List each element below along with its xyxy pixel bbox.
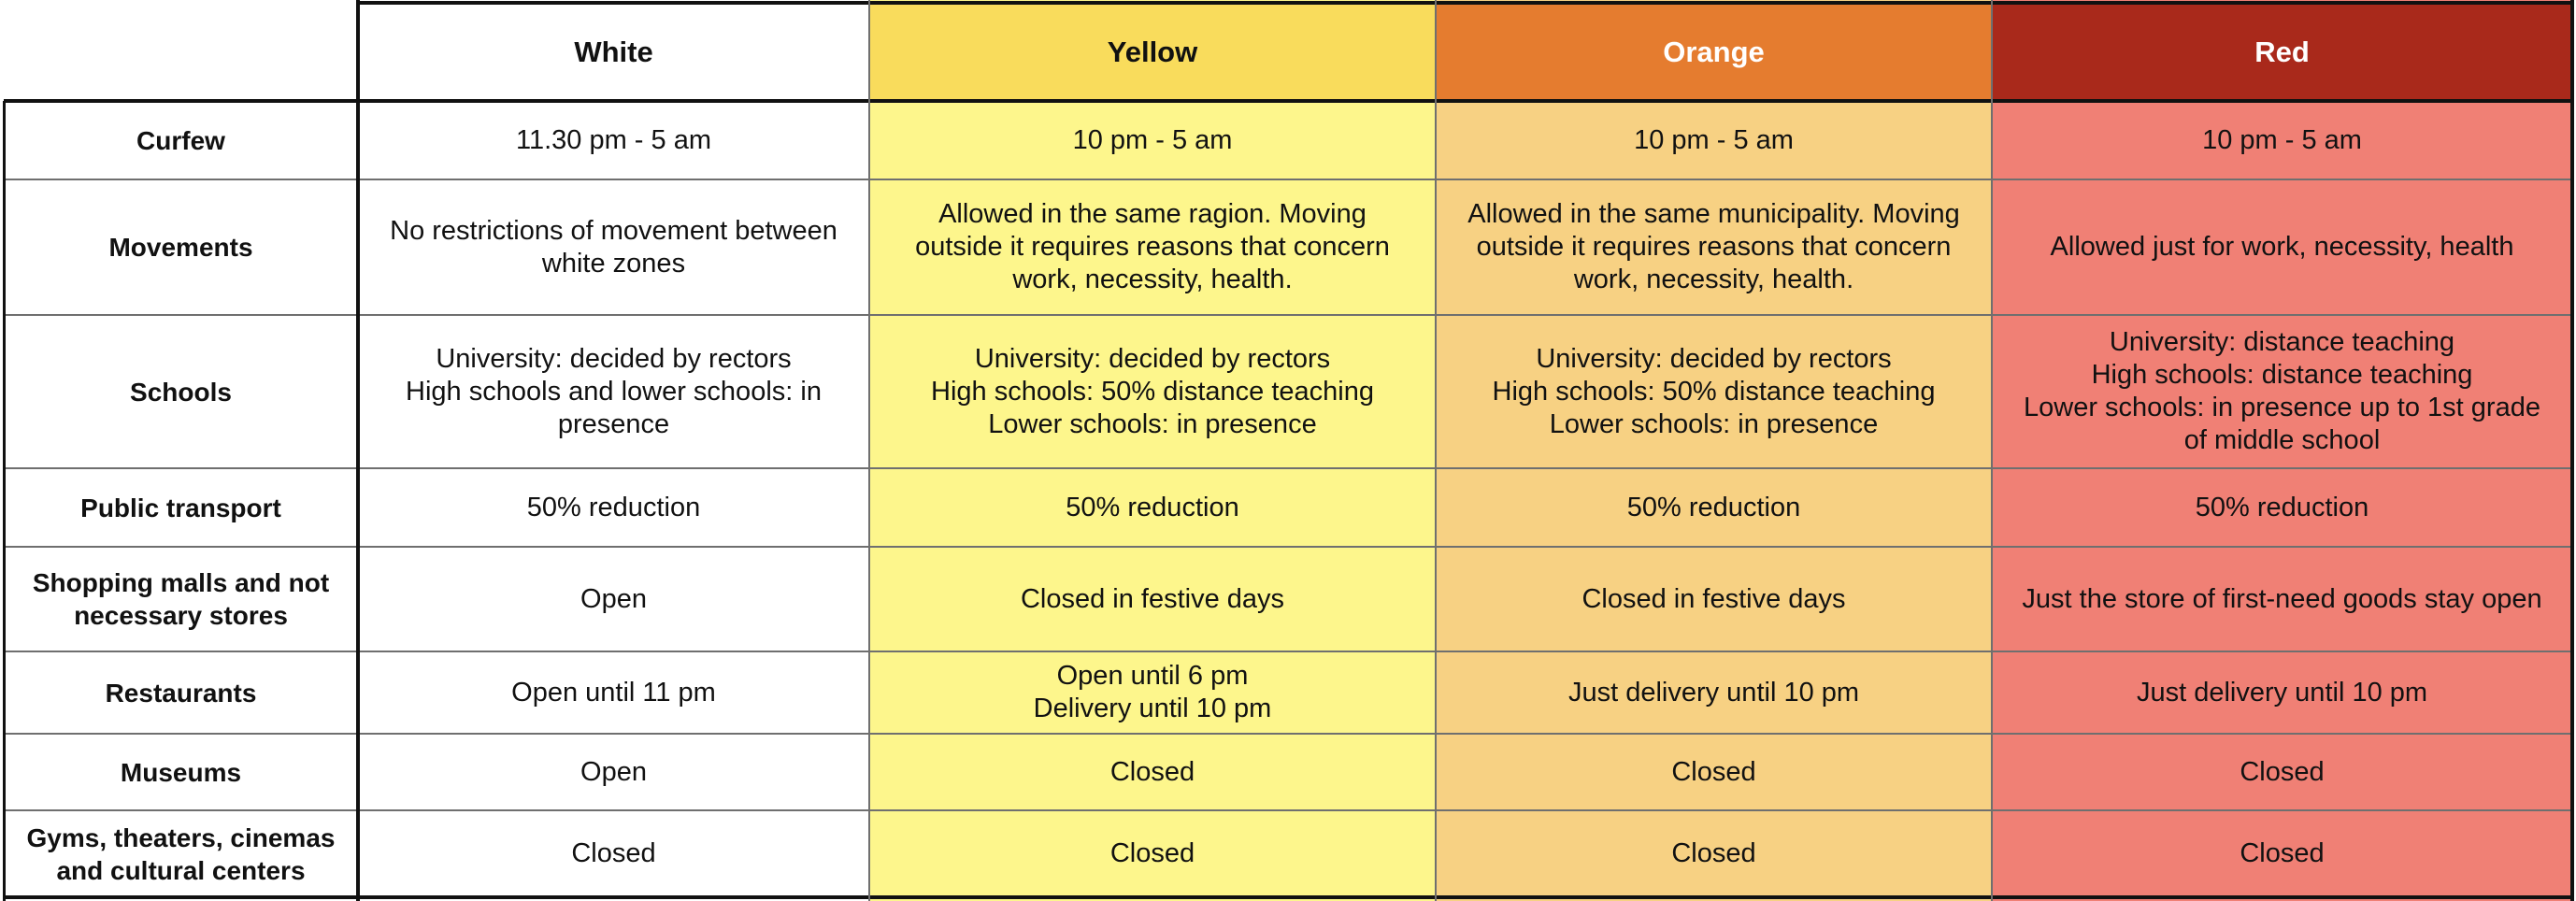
row-label bbox=[4, 547, 358, 651]
column-divider bbox=[2570, 0, 2574, 901]
row-label bbox=[4, 651, 358, 734]
table-cell bbox=[869, 101, 1436, 179]
table-cell bbox=[358, 179, 869, 315]
cell-text: Closed in festive days bbox=[1581, 583, 1846, 614]
cell-text: Allowed in the same municipality. Moving outside it requires reasons that concern work, necessity, health. bbox=[1467, 199, 1960, 294]
header-orange bbox=[1436, 3, 1992, 101]
row-label bbox=[4, 179, 358, 315]
row-divider bbox=[4, 733, 2572, 735]
table-cell bbox=[869, 651, 1436, 734]
cell-text: Closed bbox=[571, 838, 656, 868]
row-label-text: Restaurants bbox=[105, 678, 257, 708]
cell-text: Allowed in the same ragion. Moving outside it requires reasons that concern work, necessity, health. bbox=[915, 199, 1390, 294]
table-cell bbox=[358, 315, 869, 468]
cell-text: Closed bbox=[1671, 838, 1756, 868]
column-divider bbox=[1991, 0, 1993, 901]
column-divider bbox=[3, 101, 6, 901]
column-divider bbox=[356, 0, 360, 901]
cell-text: University: decided by rectors High schools: 50% distance teaching Lower schools: in presence bbox=[1492, 343, 1936, 439]
cell-text: Closed bbox=[1109, 838, 1195, 868]
row-divider bbox=[4, 651, 2572, 652]
row-label-text: Shopping malls and not necessary stores bbox=[32, 568, 330, 630]
row-label-text: Movements bbox=[108, 233, 253, 262]
row-divider bbox=[4, 467, 2572, 469]
row-divider bbox=[4, 314, 2572, 316]
cell-text: Just delivery until 10 pm bbox=[2136, 677, 2428, 708]
table-cell bbox=[358, 651, 869, 734]
cell-text: Closed bbox=[2240, 838, 2325, 868]
header-label: Orange bbox=[1663, 35, 1765, 68]
cell-text: 50% reduction bbox=[2195, 492, 2369, 522]
table-cell bbox=[1436, 810, 1992, 897]
cell-text: 10 pm - 5 am bbox=[2202, 124, 2362, 155]
cell-text: Open bbox=[580, 583, 647, 614]
row-label bbox=[4, 734, 358, 810]
column-divider bbox=[868, 0, 870, 901]
row-label bbox=[4, 468, 358, 547]
cell-text: Closed bbox=[2240, 756, 2325, 787]
table-cell bbox=[1992, 810, 2572, 897]
cell-text: Just the store of first-need goods stay open bbox=[2022, 583, 2542, 614]
cell-text: Open bbox=[580, 756, 647, 787]
cell-text: Closed bbox=[1109, 756, 1195, 787]
table-cell bbox=[1992, 315, 2572, 468]
cell-text: 50% reduction bbox=[1626, 492, 1801, 522]
row-divider bbox=[4, 546, 2572, 548]
header-red bbox=[1992, 3, 2572, 101]
row-label bbox=[4, 810, 358, 897]
table-cell bbox=[1992, 651, 2572, 734]
table-cell bbox=[1436, 734, 1992, 810]
header-corner bbox=[4, 3, 358, 101]
table-cell bbox=[1436, 547, 1992, 651]
table-cell bbox=[869, 547, 1436, 651]
cell-text: 10 pm - 5 am bbox=[1072, 124, 1233, 155]
table-cell bbox=[869, 734, 1436, 810]
table-cell bbox=[1992, 734, 2572, 810]
cell-text: Closed in festive days bbox=[1020, 583, 1285, 614]
table-cell bbox=[1992, 468, 2572, 547]
cell-text: Allowed just for work, necessity, health bbox=[2050, 232, 2514, 262]
table-cell bbox=[1436, 179, 1992, 315]
row-label-text: Gyms, theaters, cinemas and cultural centers bbox=[26, 822, 336, 885]
table-cell bbox=[358, 101, 869, 179]
table-cell bbox=[358, 547, 869, 651]
table-cell bbox=[869, 179, 1436, 315]
cell-text: University: decided by rectors High schools: 50% distance teaching Lower schools: in presence bbox=[931, 343, 1374, 439]
table-cell bbox=[358, 734, 869, 810]
row-label bbox=[4, 315, 358, 468]
row-label-text: Public transport bbox=[80, 493, 281, 522]
cell-text: Open until 6 pm Delivery until 10 pm bbox=[1033, 661, 1272, 723]
cell-text: Open until 11 pm bbox=[511, 677, 716, 708]
cell-text: University: decided by rectors High schools and lower schools: in presence bbox=[406, 343, 822, 439]
cell-text: No restrictions of movement between white zones bbox=[390, 215, 837, 279]
table-cell bbox=[1992, 101, 2572, 179]
cell-text: Just delivery until 10 pm bbox=[1567, 677, 1860, 708]
table-cell bbox=[1436, 101, 1992, 179]
row-divider bbox=[4, 99, 2572, 103]
table-cell bbox=[358, 468, 869, 547]
table-cell bbox=[869, 315, 1436, 468]
table-cell bbox=[1436, 315, 1992, 468]
table-cell bbox=[1436, 651, 1992, 734]
cell-text: 11.30 pm - 5 am bbox=[515, 124, 711, 155]
row-label-text: Schools bbox=[130, 377, 232, 407]
table-cell bbox=[869, 810, 1436, 897]
header-white bbox=[358, 3, 869, 101]
table-cell bbox=[869, 468, 1436, 547]
cell-text: 10 pm - 5 am bbox=[1634, 124, 1794, 155]
table-cell bbox=[1992, 547, 2572, 651]
row-label-text: Curfew bbox=[136, 125, 225, 155]
column-divider bbox=[1435, 0, 1437, 901]
cell-text: University: distance teaching High schools: distance teaching Lower schools: in presence up to 1st grade of middle school bbox=[2024, 327, 2540, 455]
table-cell bbox=[1436, 468, 1992, 547]
row-label-text: Museums bbox=[120, 757, 242, 787]
row-label bbox=[4, 101, 358, 179]
cell-text: 50% reduction bbox=[526, 492, 701, 522]
cell-text: Closed bbox=[1671, 756, 1756, 787]
header-label: Red bbox=[2254, 35, 2310, 68]
row-divider bbox=[4, 895, 2572, 899]
table-cell bbox=[358, 810, 869, 897]
row-divider bbox=[4, 809, 2572, 811]
table-cell bbox=[1992, 179, 2572, 315]
row-divider bbox=[4, 179, 2572, 180]
cell-text: 50% reduction bbox=[1066, 492, 1239, 522]
header-label: White bbox=[574, 35, 653, 68]
row-divider bbox=[358, 1, 2572, 5]
header-label: Yellow bbox=[1107, 35, 1198, 68]
header-yellow bbox=[869, 3, 1436, 101]
